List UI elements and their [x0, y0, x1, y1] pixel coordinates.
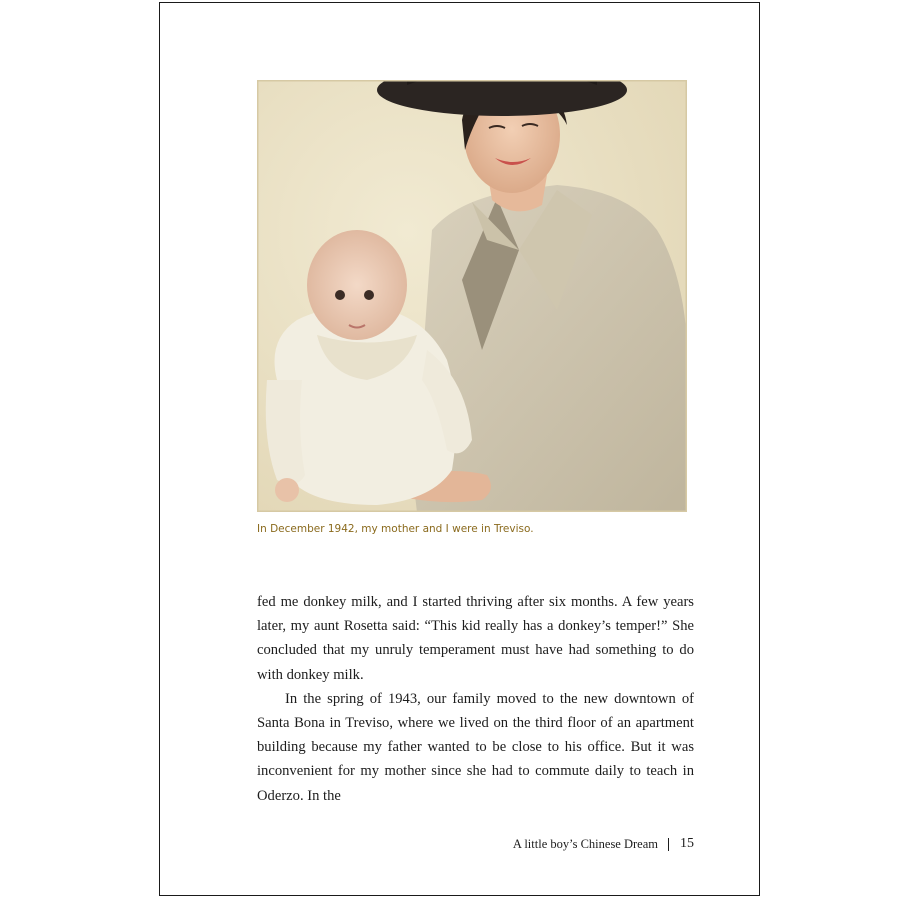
body-text: [257, 590, 694, 808]
paragraph: In the spring of 1943, our family moved to the new downtown of Santa Bona in Treviso, where we lived on the third floor of an apartment building because my father wanted to be close to his office. But it was inconvenient for my mother since she had to commute daily to teach in Oderzo. In the: [257, 690, 694, 804]
page-footer: [513, 836, 694, 852]
footer-divider: [668, 838, 669, 851]
photograph: [257, 80, 687, 512]
running-title: A little boy’s Chinese Dream: [512, 836, 658, 851]
figure-caption: In December 1942, my mother and I were in Treviso.: [257, 523, 534, 535]
page-number: 15: [680, 836, 694, 851]
photo-illustration: [257, 80, 687, 512]
paragraph: fed me donkey milk, and I started thriving after six months. A few years later, my aunt Rosetta said: “This kid really has a donkey’s temper!” She concluded that my unruly temperament must have had something to do with donkey milk.: [257, 594, 694, 683]
